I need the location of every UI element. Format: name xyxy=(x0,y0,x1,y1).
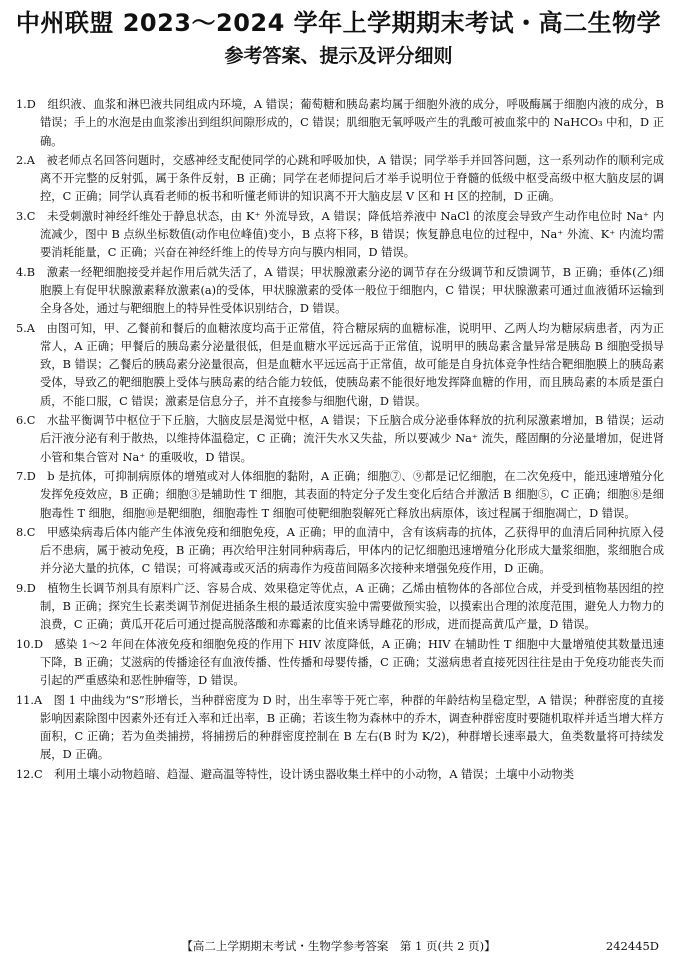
answer-text: 被老师点名回答问题时，交感神经支配使同学的心跳和呼吸加快，A 错误；同学举手并回答问题，这一系列动作的顺利完成离不开完整的反射弧，属于条件反射，B 正确；同学在老师提问后才举手说明位于脊髓的低级中枢受高级中枢大脑皮层的调控，C 正确；同学认真看老师的板书和听懂老师讲的知识离不开大脑皮层 V 区和 H 区的控制，D 正确。 xyxy=(40,153,664,204)
answer-number: 12.C xyxy=(16,767,43,781)
footer-page-info: 【高二上学期期末考试・生物学参考答案 第 1 页(共 2 页)】 xyxy=(181,939,496,953)
answer-item xyxy=(16,412,664,467)
answer-item xyxy=(16,320,664,411)
answer-item xyxy=(16,152,664,207)
answer-item xyxy=(16,208,664,263)
page-subtitle: 参考答案、提示及评分细则 xyxy=(224,45,453,67)
answer-number: 11.A xyxy=(16,693,43,707)
answer-item xyxy=(16,580,664,635)
answer-text: b 是抗体，可抑制病原体的增殖或对人体细胞的黏附，A 正确；细胞⑦、⑨都是记忆细胞，在二次免疫中，能迅速增殖分化发挥免疫效应，B 正确；细胞③是辅助性 T 细胞，其表面的特定分子发生变化后结合并激活 B 细胞⑤，C 正确；细胞⑧是细胞毒性 T 细胞，细胞⑩是靶细胞，细胞毒性 T 细胞可使靶细胞裂解死亡释放出病原体，该过程属于细胞凋亡，D 错误。 xyxy=(40,469,664,520)
answer-text: 甲感染病毒后体内能产生体液免疫和细胞免疫，A 正确；甲的血清中，含有该病毒的抗体，乙获得甲的血清后同种抗原入侵后不患病，属于被动免疫，B 正确；再次给甲注射同种病毒后，甲体内的记忆细胞迅速增殖分化形成大量浆细胞，浆细胞合成并分泌大量的抗体，C 错误；可将减毒或灭活的病毒作为疫苗间隔多次接种来增强免疫作用，D 正确。 xyxy=(40,525,664,576)
answer-item xyxy=(16,468,664,523)
answer-text: 组织液、血浆和淋巴液共同组成内环境，A 错误；葡萄糖和胰岛素均属于细胞外液的成分，呼吸酶属于细胞内液的成分，B 错误；手上的水泡是由血浆渗出到组织间隙形成的，C 错误；肌细胞无氧呼吸产生的乳酸可被血浆中的 NaHCO₃ 中和，D 正确。 xyxy=(40,98,664,148)
answer-text: 图 1 中曲线为“S”形增长，当种群密度为 D 时，出生率等于死亡率，种群的年龄结构呈稳定型，A 错误；种群密度的直接影响因素除图中因素外还有迁入率和迁出率，B 正确；若该生物为森林中的乔木，调查种群密度时要随机取样并适当增大样方面积，C 正确；若为鱼类捕捞，将捕捞后的种群密度控制在 B 左右(B 时为 K/2)，种群增长速率最大，鱼类数量将可持续发展，D 正确。 xyxy=(40,693,664,762)
answer-item xyxy=(16,636,664,691)
answer-text: 激素一经靶细胞接受并起作用后就失活了，A 错误；甲状腺激素分泌的调节存在分级调节和反馈调节，B 正确；垂体(乙)细胞膜上有促甲状腺激素释放激素(a)的受体，甲状腺激素的受体一般位于细胞内，C 错误；甲状腺激素可通过血液循环运输到全身各处，通过与靶细胞上的特异性受体识别结合，D 错误。 xyxy=(40,265,664,316)
answer-text: 未受刺激时神经纤维处于静息状态，由 K⁺ 外流导致，A 错误；降低培养液中 NaCl 的浓度会导致产生动作电位时 Na⁺ 内流减少，图中 B 点纵坐标数值(动作电位峰值)变小，B 点将下移，B 错误；恢复静息电位的过程中，Na⁺ 外流、K⁺ 内流均需要消耗能量，C 正确；兴奋在神经纤维上的传导方向与膜内相同，D 错误。 xyxy=(40,209,664,260)
answer-item xyxy=(16,692,664,765)
answer-number: 5.A xyxy=(16,321,35,335)
answer-number: 6.C xyxy=(16,414,36,428)
answers-list xyxy=(16,96,664,785)
answer-number: 2.A xyxy=(16,153,35,167)
answer-text: 由图可知，甲、乙餐前和餐后的血糖浓度均高于正常值，符合糖尿病的血糖标准，说明甲、乙两人均为糖尿病患者，丙为正常人，A 正确；甲餐后的胰岛素分泌量很低，但是血糖水平远远高于正常值，说明甲的胰岛素含量异常是胰岛 B 细胞受损导致，B 错误；乙餐后的胰岛素分泌量很高，但是血糖水平远远高于正常值，故可能是自身抗体竞争性结合靶细胞膜上的胰岛素受体，导致乙的靶细胞膜上受体与胰岛素的结合能力较低，使胰岛素不能很好地发挥降血糖的作用，而且胰岛素的本质是蛋白质，不能口服，C 错误；激素是信息分子，并不直接参与细胞代谢，D 错误。 xyxy=(40,321,664,408)
page-footer xyxy=(0,938,677,954)
answer-number: 10.D xyxy=(16,637,44,651)
answer-number: 8.C xyxy=(16,525,36,539)
answer-number: 1.D xyxy=(16,98,36,111)
answer-text: 植物生长调节剂具有原料广泛、容易合成、效果稳定等优点，A 正确；乙烯由植物体的各部位合成，并受到植物基因组的控制，B 正确；探究生长素类调节剂促进插条生根的最适浓度实验中需要做预实验，以摸索出合理的浓度范围，避免人力物力的浪费，C 正确；黄瓜开花后可通过提高脱落酸和赤霉素的比值来诱导雌花的形成，进而提高黄瓜产量，D 错误。 xyxy=(40,581,664,632)
answer-text: 水盐平衡调节中枢位于下丘脑，大脑皮层是渴觉中枢，A 错误；下丘脑合成分泌垂体释放的抗利尿激素增加，B 错误；运动后汗液分泌有利于散热，以维持体温稳定，C 正确；流汗失水又失盐，所以要减少 Na⁺ 流失，醛固酮的分泌量增加，促进肾小管和集合管对 Na⁺ 的重吸收，D 错误。 xyxy=(40,414,664,464)
answer-item xyxy=(16,96,664,151)
answer-number: 9.D xyxy=(16,581,36,595)
answer-item xyxy=(16,766,664,784)
answer-text: 感染 1～2 年间在体液免疫和细胞免疫的作用下 HIV 浓度降低，A 正确；HIV 在辅助性 T 细胞中大量增殖使其数量迅速下降，B 正确；艾滋病的传播途径有血液传播、性传播和母婴传播，C 正确；艾滋病患者直接死因往往是由于免疫功能丧失而引起的严重感染和恶性肿瘤等，D 错误。 xyxy=(40,637,664,688)
answer-number: 7.D xyxy=(16,469,36,483)
page-title: 中州联盟 2023～2024 学年上学期期末考试・高二生物学 xyxy=(15,9,662,37)
footer-code: 242445D xyxy=(605,939,659,953)
answer-item xyxy=(16,524,664,579)
answer-item xyxy=(16,264,664,319)
answer-number: 3.C xyxy=(16,209,36,223)
answer-text: 利用土壤小动物趋暗、趋湿、避高温等特性，设计诱虫器收集土样中的小动物，A 错误；土壤中小动物类 xyxy=(53,767,575,781)
answer-number: 4.B xyxy=(16,265,36,279)
